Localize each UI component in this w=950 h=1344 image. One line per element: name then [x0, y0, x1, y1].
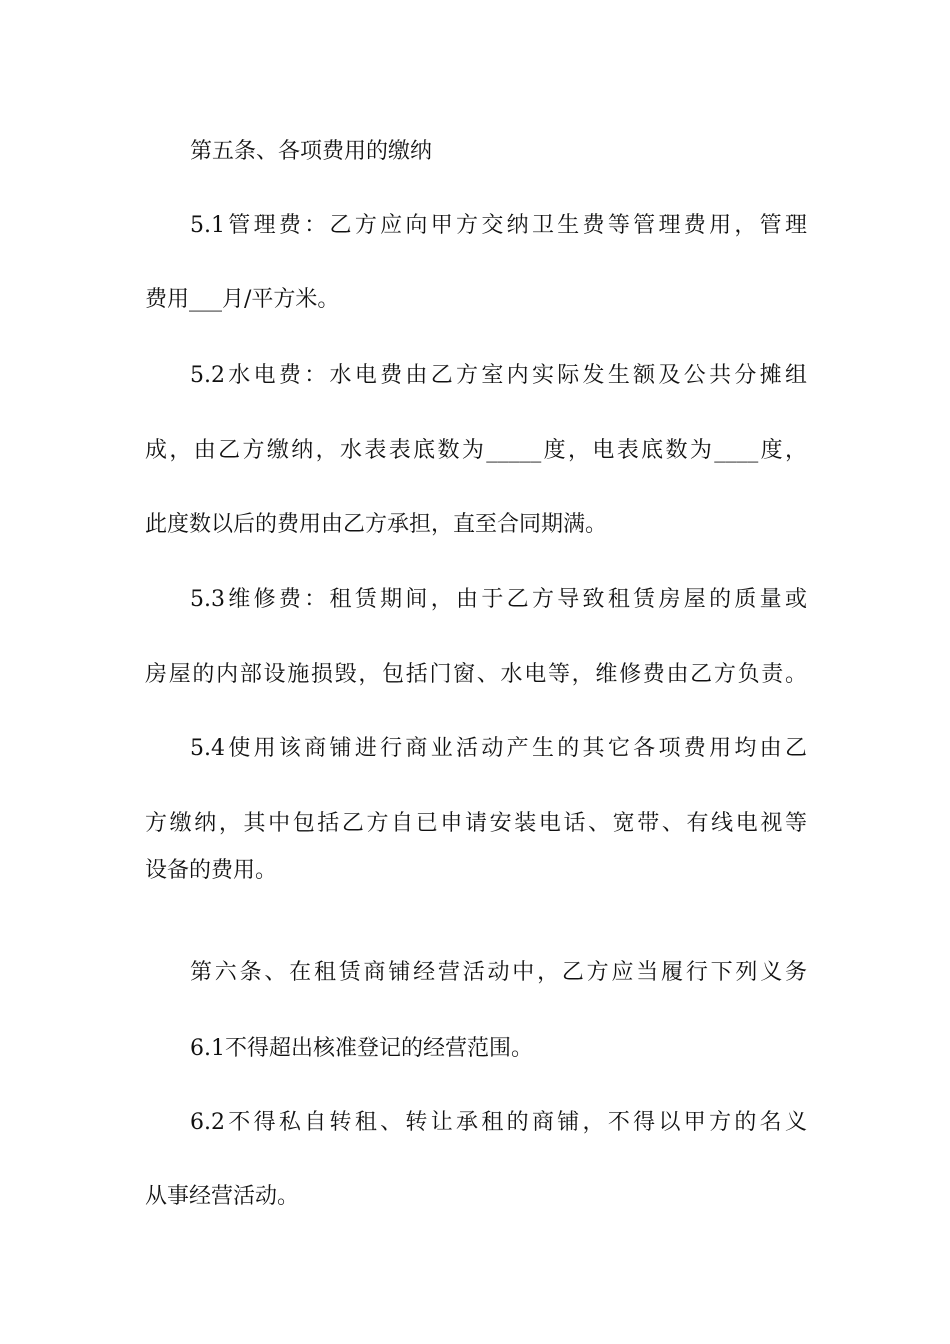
section-heading-5: 第五条、各项费用的缴纳: [190, 139, 433, 164]
paragraph-5-3-line-1: 5.3维修费：租赁期间，由于乙方导致租赁房屋的质量或: [190, 587, 807, 612]
paragraph-5-2-line-2: 成，由乙方缴纳，水表表底数为_____度，电表底数为____度，: [145, 438, 807, 463]
paragraph-5-1-line-2: 费用___月/平方米。: [145, 287, 340, 312]
paragraph-5-4-line-1: 5.4使用该商铺进行商业活动产生的其它各项费用均由乙: [190, 736, 807, 761]
paragraph-6-2-line-1: 6.2不得私自转租、转让承租的商铺，不得以甲方的名义: [190, 1110, 807, 1135]
paragraph-5-4-line-3: 设备的费用。: [145, 858, 278, 883]
paragraph-5-2-line-3: 此度数以后的费用由乙方承担，直至合同期满。: [145, 512, 608, 537]
paragraph-5-4-line-2: 方缴纳，其中包括乙方自已申请安装电话、宽带、有线电视等: [145, 811, 807, 836]
paragraph-6-1-line-1: 6.1不得超出核准登记的经营范围。: [190, 1036, 533, 1061]
section-heading-6: 第六条、在租赁商铺经营活动中，乙方应当履行下列义务: [190, 960, 807, 985]
paragraph-5-2-line-1: 5.2水电费：水电费由乙方室内实际发生额及公共分摊组: [190, 363, 807, 388]
paragraph-5-1-line-1: 5.1管理费：乙方应向甲方交纳卫生费等管理费用，管理: [190, 213, 807, 238]
paragraph-6-2-line-2: 从事经营活动。: [145, 1184, 300, 1209]
paragraph-5-3-line-2: 房屋的内部设施损毁，包括门窗、水电等，维修费由乙方负责。: [145, 662, 807, 687]
